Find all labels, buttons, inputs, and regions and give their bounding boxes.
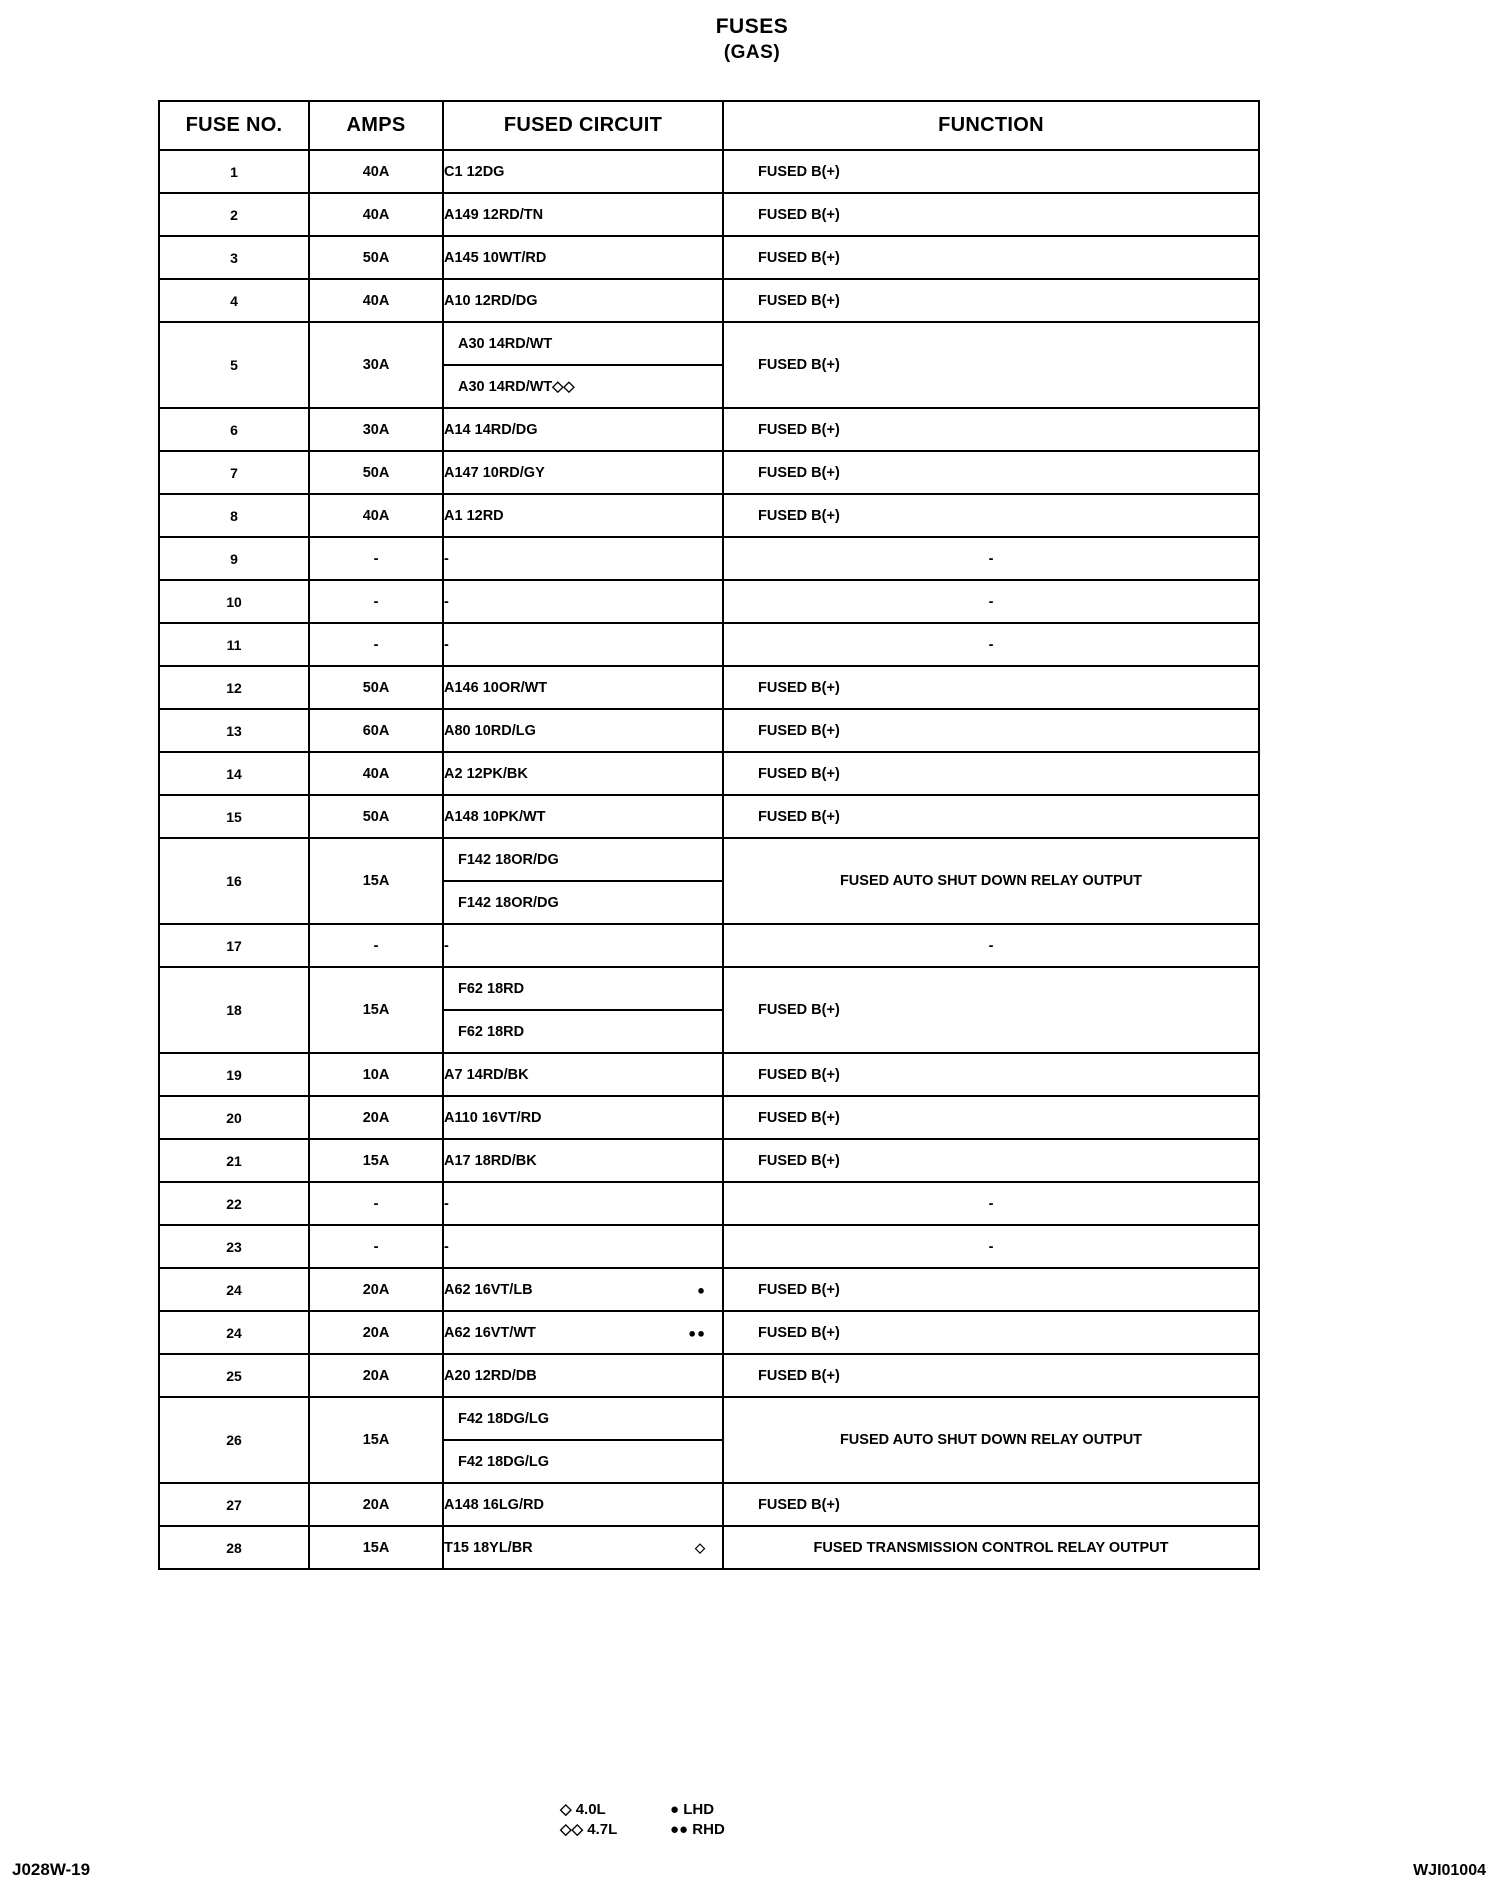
circuit-text: A148 16LG/RD xyxy=(444,1496,544,1513)
page-title xyxy=(0,0,1504,65)
column-header-fuse-no: FUSE NO. xyxy=(159,101,309,150)
cell-fused-circuit xyxy=(443,1139,723,1182)
circuit-marker-icon: ● xyxy=(697,1282,706,1297)
circuit-text: - xyxy=(444,1195,449,1212)
cell-amps: 50A xyxy=(309,795,443,838)
sub-circuit-row xyxy=(444,968,722,1010)
table-row xyxy=(159,795,1259,838)
cell-fused-circuit xyxy=(443,752,723,795)
legend xyxy=(0,1800,1504,1841)
table-row xyxy=(159,1182,1259,1225)
cell-fused-circuit xyxy=(443,1225,723,1268)
cell-function: FUSED B(+) xyxy=(723,494,1259,537)
table-row xyxy=(159,322,1259,408)
cell-function: FUSED B(+) xyxy=(723,1096,1259,1139)
page-title-line1: FUSES xyxy=(715,15,789,38)
cell-fused-circuit xyxy=(443,322,723,408)
circuit-text: A7 14RD/BK xyxy=(444,1066,529,1083)
cell-amps: - xyxy=(309,924,443,967)
table-row xyxy=(159,623,1259,666)
circuit-marker-icon: ◇ xyxy=(695,1539,706,1555)
table-row xyxy=(159,1526,1259,1569)
cell-function: FUSED B(+) xyxy=(723,236,1259,279)
cell-fused-circuit xyxy=(443,408,723,451)
table-row xyxy=(159,1483,1259,1526)
cell-function: - xyxy=(723,623,1259,666)
cell-function: - xyxy=(723,537,1259,580)
cell-amps: 50A xyxy=(309,236,443,279)
table-row xyxy=(159,150,1259,193)
table-header-row xyxy=(159,101,1259,150)
cell-fused-circuit xyxy=(443,838,723,924)
table-row xyxy=(159,408,1259,451)
footer-document-code: J028W-19 xyxy=(12,1860,91,1879)
circuit-text: A10 12RD/DG xyxy=(444,292,538,309)
cell-function: FUSED B(+) xyxy=(723,666,1259,709)
cell-function: FUSED B(+) xyxy=(723,193,1259,236)
cell-fused-circuit xyxy=(443,1397,723,1483)
table-row xyxy=(159,838,1259,924)
cell-amps: 50A xyxy=(309,666,443,709)
cell-fuse-no: 2 xyxy=(159,193,309,236)
cell-fused-circuit xyxy=(443,924,723,967)
cell-function: FUSED B(+) xyxy=(723,451,1259,494)
cell-amps: 20A xyxy=(309,1096,443,1139)
circuit-text: - xyxy=(444,636,449,653)
cell-amps: - xyxy=(309,1182,443,1225)
cell-fused-circuit xyxy=(443,494,723,537)
cell-fuse-no: 18 xyxy=(159,967,309,1053)
cell-fuse-no: 27 xyxy=(159,1483,309,1526)
sub-circuit-text: F62 18RD xyxy=(458,1023,525,1040)
cell-function: FUSED B(+) xyxy=(723,1483,1259,1526)
legend-engine-47l: ◇◇ 4.7L xyxy=(560,1821,618,1839)
cell-function: FUSED B(+) xyxy=(723,322,1259,408)
cell-fused-circuit xyxy=(443,537,723,580)
sub-circuit-text: F42 18DG/LG xyxy=(444,1398,722,1440)
table-row xyxy=(159,236,1259,279)
cell-fused-circuit xyxy=(443,1096,723,1139)
cell-fuse-no: 10 xyxy=(159,580,309,623)
circuit-marker-icon: ●● xyxy=(688,1325,706,1340)
cell-function: FUSED B(+) xyxy=(723,1139,1259,1182)
table-body xyxy=(159,150,1259,1569)
cell-fuse-no: 22 xyxy=(159,1182,309,1225)
circuit-text: A2 12PK/BK xyxy=(444,765,528,782)
cell-function: FUSED AUTO SHUT DOWN RELAY OUTPUT xyxy=(723,838,1259,924)
cell-amps: 10A xyxy=(309,1053,443,1096)
column-header-amps: AMPS xyxy=(309,101,443,150)
cell-amps: 40A xyxy=(309,150,443,193)
table-row xyxy=(159,752,1259,795)
cell-amps: 40A xyxy=(309,279,443,322)
table-row xyxy=(159,1096,1259,1139)
cell-fuse-no: 26 xyxy=(159,1397,309,1483)
cell-fuse-no: 7 xyxy=(159,451,309,494)
table-row xyxy=(159,1053,1259,1096)
cell-fused-circuit xyxy=(443,451,723,494)
circuit-text: A147 10RD/GY xyxy=(444,464,545,481)
cell-fused-circuit xyxy=(443,580,723,623)
cell-function: FUSED TRANSMISSION CONTROL RELAY OUTPUT xyxy=(723,1526,1259,1569)
table-row xyxy=(159,451,1259,494)
cell-amps: 15A xyxy=(309,1139,443,1182)
cell-fuse-no: 1 xyxy=(159,150,309,193)
cell-amps: 30A xyxy=(309,322,443,408)
circuit-text: - xyxy=(444,550,449,567)
cell-fused-circuit xyxy=(443,1483,723,1526)
table-row xyxy=(159,279,1259,322)
table-row xyxy=(159,967,1259,1053)
cell-fused-circuit xyxy=(443,150,723,193)
circuit-text: A80 10RD/LG xyxy=(444,722,536,739)
cell-amps: - xyxy=(309,1225,443,1268)
cell-fuse-no: 3 xyxy=(159,236,309,279)
circuit-text: T15 18YL/BR xyxy=(444,1539,533,1556)
table-head xyxy=(159,101,1259,150)
table-row xyxy=(159,1139,1259,1182)
cell-fused-circuit xyxy=(443,709,723,752)
cell-fuse-no: 13 xyxy=(159,709,309,752)
cell-fuse-no: 17 xyxy=(159,924,309,967)
sub-circuit-table xyxy=(444,323,722,407)
cell-fuse-no: 24 xyxy=(159,1268,309,1311)
cell-fused-circuit xyxy=(443,193,723,236)
cell-function: FUSED B(+) xyxy=(723,1311,1259,1354)
legend-rhd: ●● RHD xyxy=(670,1821,725,1839)
cell-fused-circuit xyxy=(443,795,723,838)
circuit-text: A145 10WT/RD xyxy=(444,249,547,266)
circuit-text: A17 18RD/BK xyxy=(444,1152,537,1169)
sub-circuit-row xyxy=(444,1010,722,1052)
sub-circuit-row xyxy=(444,1398,722,1440)
sub-circuit-text: A30 14RD/WT xyxy=(444,323,722,365)
cell-function: FUSED AUTO SHUT DOWN RELAY OUTPUT xyxy=(723,1397,1259,1483)
cell-amps: 40A xyxy=(309,494,443,537)
cell-function: FUSED B(+) xyxy=(723,150,1259,193)
table-row xyxy=(159,709,1259,752)
circuit-text: A149 12RD/TN xyxy=(444,206,544,223)
cell-fuse-no: 4 xyxy=(159,279,309,322)
table-row xyxy=(159,580,1259,623)
cell-fused-circuit xyxy=(443,1053,723,1096)
cell-function: FUSED B(+) xyxy=(723,967,1259,1053)
circuit-text: A110 16VT/RD xyxy=(444,1109,542,1126)
table-row xyxy=(159,1354,1259,1397)
cell-fused-circuit xyxy=(443,1268,723,1311)
sub-circuit-table xyxy=(444,968,722,1052)
cell-fused-circuit xyxy=(443,623,723,666)
circuit-text: A1 12RD xyxy=(444,507,504,524)
circuit-text: A14 14RD/DG xyxy=(444,421,538,438)
cell-function: FUSED B(+) xyxy=(723,1354,1259,1397)
sub-circuit-row xyxy=(444,881,722,923)
circuit-text: A20 12RD/DB xyxy=(444,1367,537,1384)
cell-fused-circuit xyxy=(443,279,723,322)
cell-fuse-no: 8 xyxy=(159,494,309,537)
sub-circuit-table xyxy=(444,839,722,923)
circuit-text: A146 10OR/WT xyxy=(444,679,548,696)
cell-amps: - xyxy=(309,623,443,666)
cell-amps: 60A xyxy=(309,709,443,752)
legend-engine-40l: ◇ 4.0L xyxy=(560,1801,606,1818)
cell-amps: 15A xyxy=(309,967,443,1053)
sub-circuit-row xyxy=(444,323,722,365)
cell-amps: 20A xyxy=(309,1311,443,1354)
cell-fuse-no: 6 xyxy=(159,408,309,451)
cell-function: - xyxy=(723,1225,1259,1268)
cell-amps: 15A xyxy=(309,838,443,924)
cell-function: FUSED B(+) xyxy=(723,1053,1259,1096)
cell-fused-circuit xyxy=(443,666,723,709)
cell-fused-circuit xyxy=(443,1182,723,1225)
table-row xyxy=(159,924,1259,967)
sub-circuit-row xyxy=(444,365,722,407)
circuit-text: - xyxy=(444,937,449,954)
cell-function: FUSED B(+) xyxy=(723,795,1259,838)
circuit-text: C1 12DG xyxy=(444,163,505,180)
cell-fuse-no: 5 xyxy=(159,322,309,408)
legend-row-1 xyxy=(560,1800,820,1820)
sub-circuit-row xyxy=(444,839,722,881)
cell-amps: 15A xyxy=(309,1397,443,1483)
legend-lhd: ● LHD xyxy=(670,1801,715,1818)
cell-fuse-no: 14 xyxy=(159,752,309,795)
cell-fuse-no: 11 xyxy=(159,623,309,666)
cell-amps: 40A xyxy=(309,752,443,795)
table-row xyxy=(159,1397,1259,1483)
table-row xyxy=(159,1225,1259,1268)
circuit-marker-icon: ◇◇ xyxy=(552,378,575,395)
cell-fuse-no: 15 xyxy=(159,795,309,838)
sub-circuit-table xyxy=(444,1398,722,1482)
circuit-text: A62 16VT/WT xyxy=(444,1324,536,1341)
cell-function: FUSED B(+) xyxy=(723,1268,1259,1311)
cell-amps: 30A xyxy=(309,408,443,451)
sub-circuit-text: F42 18DG/LG xyxy=(458,1453,550,1470)
circuit-text: - xyxy=(444,1238,449,1255)
cell-function: FUSED B(+) xyxy=(723,408,1259,451)
cell-fuse-no: 19 xyxy=(159,1053,309,1096)
cell-fused-circuit xyxy=(443,967,723,1053)
table-row xyxy=(159,537,1259,580)
cell-function: - xyxy=(723,924,1259,967)
cell-amps: 40A xyxy=(309,193,443,236)
cell-fuse-no: 25 xyxy=(159,1354,309,1397)
cell-fuse-no: 23 xyxy=(159,1225,309,1268)
sub-circuit-text: A30 14RD/WT◇◇ xyxy=(458,378,575,395)
cell-amps: 50A xyxy=(309,451,443,494)
table-row xyxy=(159,1268,1259,1311)
cell-function: FUSED B(+) xyxy=(723,709,1259,752)
cell-fused-circuit xyxy=(443,1311,723,1354)
sub-circuit-text: F62 18RD xyxy=(444,968,722,1010)
cell-function: FUSED B(+) xyxy=(723,752,1259,795)
cell-fused-circuit xyxy=(443,1354,723,1397)
cell-function: - xyxy=(723,580,1259,623)
cell-amps: - xyxy=(309,580,443,623)
circuit-text: - xyxy=(444,593,449,610)
footer-figure-code: WJI01004 xyxy=(1413,1862,1486,1879)
cell-fused-circuit xyxy=(443,1526,723,1569)
cell-function: FUSED B(+) xyxy=(723,279,1259,322)
table-row xyxy=(159,666,1259,709)
cell-fuse-no: 21 xyxy=(159,1139,309,1182)
page-title-line2: (GAS) xyxy=(723,41,781,63)
cell-amps: 20A xyxy=(309,1268,443,1311)
cell-amps: 20A xyxy=(309,1354,443,1397)
cell-function: - xyxy=(723,1182,1259,1225)
circuit-text: A62 16VT/LB xyxy=(444,1281,533,1298)
cell-amps: 20A xyxy=(309,1483,443,1526)
column-header-fused-circuit: FUSED CIRCUIT xyxy=(443,101,723,150)
sub-circuit-row xyxy=(444,1440,722,1482)
table-row xyxy=(159,193,1259,236)
cell-fuse-no: 28 xyxy=(159,1526,309,1569)
cell-fuse-no: 9 xyxy=(159,537,309,580)
sub-circuit-text: F142 18OR/DG xyxy=(458,894,559,911)
column-header-function: FUNCTION xyxy=(723,101,1259,150)
cell-amps: 15A xyxy=(309,1526,443,1569)
cell-fuse-no: 16 xyxy=(159,838,309,924)
circuit-text: A148 10PK/WT xyxy=(444,808,546,825)
sub-circuit-text: F142 18OR/DG xyxy=(444,839,722,881)
fuses-table xyxy=(158,100,1260,1570)
cell-fused-circuit xyxy=(443,236,723,279)
cell-amps: - xyxy=(309,537,443,580)
table-row xyxy=(159,494,1259,537)
table-row xyxy=(159,1311,1259,1354)
cell-fuse-no: 12 xyxy=(159,666,309,709)
cell-fuse-no: 20 xyxy=(159,1096,309,1139)
legend-row-2 xyxy=(560,1820,820,1840)
cell-fuse-no: 24 xyxy=(159,1311,309,1354)
